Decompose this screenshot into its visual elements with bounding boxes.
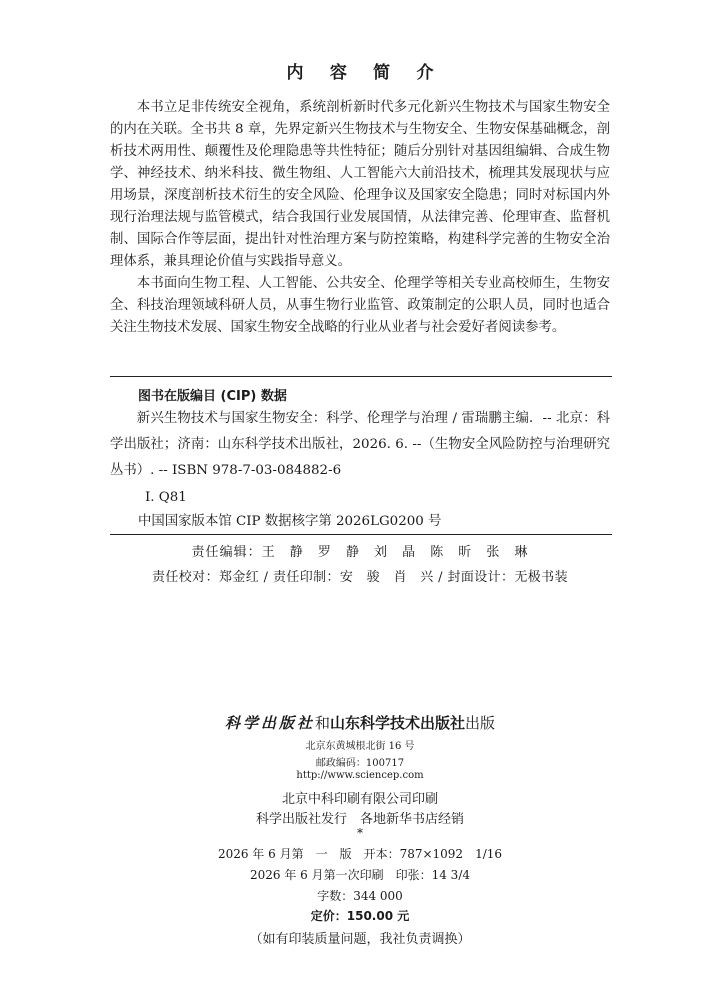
cip-record: 新兴生物技术与国家生物安全：科学、伦理学与治理 / 雷瑞鹏主编．-- 北京：科学出版社；济南：山东科学技术出版社，2026. 6. --（生物安全风险防控与治理研究丛书）. -- ISBN 978-7-03-084882-6 [110,411,610,478]
cip-bottom-divider [110,534,612,535]
publisher-joiner: 和 [314,714,330,732]
distributor: 科学出版社发行 各地新华书店经销 [255,812,464,827]
printing-sheets: 2026 年 6 月第一次印刷 印张：14 3/4 [249,868,470,882]
price: 定价：150.00 元 [310,909,410,923]
audience-paragraph: 本书面向生物工程、人工智能、公共安全、伦理学等相关专业高校师生，生物安全、科技治理领域科研人员，从事生物行业监管、政策制定的公职人员，同时也适合关注生物技术发展、国家生物安全战略的行业从业者与社会爱好者阅读参考。 [110,276,610,335]
quality-notice: （如有印装质量问题，我社负责调换） [249,932,471,947]
cip-verification-number: 中国国家版本馆 CIP 数据核字第 2026LG0200 号 [138,514,442,529]
printer: 北京中科印刷有限公司印刷 [281,792,438,807]
proofreading-printing-design-credits: 责任校对：郑金红 / 责任印制：安 骏 肖 兴 / 封面设计：无极书装 [152,570,568,585]
publisher-line [0,712,720,733]
cip-heading: 图书在版编目 (CIP) 数据 [138,389,287,404]
publisher-a: 科学出版社 [224,714,315,732]
page-title: 内 容 简 介 [286,63,444,83]
responsible-editors: 责任编辑：王 静 罗 静 刘 晶 陈 昕 张 琳 [191,545,529,560]
publisher-address: 北京东黄城根北街 16 号 [305,741,415,752]
word-count: 字数：344 000 [317,889,403,903]
cip-top-divider [110,376,612,377]
separator-star: * [357,826,363,840]
edition-format: 2026 年 6 月第 一 版 开本：787×1092 1/16 [217,847,503,861]
publisher-b: 山东科学技术出版社 [330,714,466,732]
summary-paragraph: 本书立足非传统安全视角，系统剖析新时代多元化新兴生物技术与国家生物安全的内在关联。全书共 8 章，先界定新兴生物技术与生物安全、生物安保基础概念，剖析技术两用性、颠覆性及伦理隐患等共性特征；随后分别针对基因组编辑、合成生物学、神经技术、纳米科技、微生物组、人工智能六大前沿技术，梳理其发展现状与应用场景，深度剖析技术衍生的安全风险、伦理争议及国家安全隐患；同时对标国内外现行治理法规与监管模式，结合我国行业发展国情，从法律完善、伦理审查、监督机制、国际合作等层面，提出针对性治理方案与防控策略，构建科学完善的生物安全治理体系，兼具理论价值与实践指导意义。 [110,100,610,269]
postal-code: 邮政编码：100717 [315,758,405,769]
content-summary [110,97,610,339]
cip-classification: Ⅰ. Q81 [145,490,187,505]
publisher-website: http://www.sciencep.com [296,770,424,781]
publisher-suffix: 出版 [465,714,496,732]
